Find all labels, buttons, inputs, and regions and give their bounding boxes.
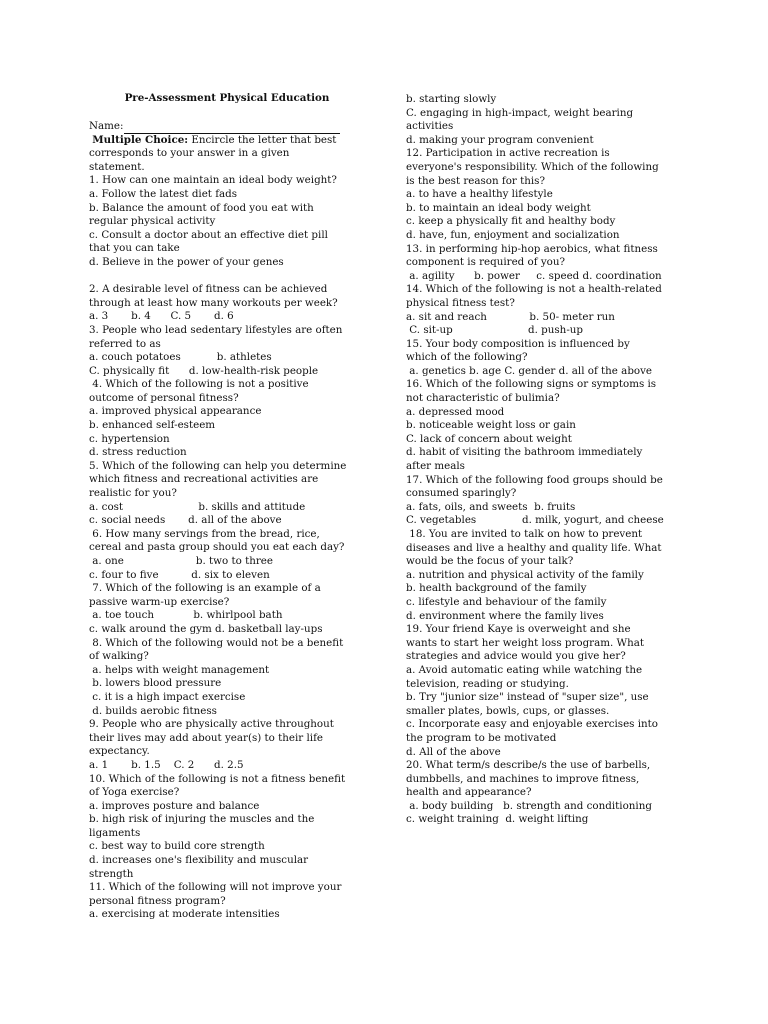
instructions <box>89 134 365 148</box>
text-line: outcome of personal fitness? <box>89 391 239 404</box>
text-line: d. builds aerobic fitness <box>89 704 217 717</box>
text-line: c. walk around the gym d. basketball lay-ups <box>89 622 323 635</box>
text-line: regular physical activity <box>89 215 216 228</box>
text-line: of Yoga exercise? <box>89 786 180 799</box>
text-line: 12. Participation in active recreation is <box>406 147 610 160</box>
text-line: d. All of the above <box>406 745 501 758</box>
text-line: C. sit-up d. push-up <box>406 324 584 337</box>
text-line: 17. Which of the following food groups should be <box>406 473 663 486</box>
text-line: a. fats, oils, and sweets b. fruits <box>406 500 576 513</box>
text-line: b. Try "junior size" instead of "super size", use <box>406 691 649 704</box>
text-line: a. sit and reach b. 50- meter run <box>406 310 615 323</box>
text-line: c. it is a high impact exercise <box>89 690 246 703</box>
text-line: d. increases one's flexibility and muscular <box>89 854 309 867</box>
text-line: 20. What term/s describe/s the use of barbells, <box>406 759 651 772</box>
text-line: a. genetics b. age C. gender d. all of the above <box>406 364 653 377</box>
instructions-line: corresponds to your answer in a given <box>89 147 290 160</box>
text-line: 16. Which of the following signs or symptoms is <box>406 378 657 391</box>
text-line: 13. in performing hip-hop aerobics, what fitness <box>406 242 658 255</box>
text-line: wants to start her weight loss program. What <box>406 636 645 649</box>
text-line: 8. Which of the following would not be a benefit <box>89 636 344 649</box>
text-line: c. lifestyle and behaviour of the family <box>406 595 607 608</box>
text-line: component is required of you? <box>406 256 566 269</box>
text-line: 4. Which of the following is not a positive <box>89 378 309 391</box>
text-line: 2. A desirable level of fitness can be achieved <box>89 283 328 296</box>
text-line: would be the focus of your talk? <box>406 555 574 568</box>
text-line: a. one b. two to three <box>89 555 273 567</box>
left-column <box>89 92 365 922</box>
text-line: dumbbells, and machines to improve fitness, <box>406 772 640 785</box>
text-line: not characteristic of bulimia? <box>406 392 560 405</box>
right-question-list <box>406 93 688 827</box>
text-line: b. noticeable weight loss or gain <box>406 419 576 432</box>
text-line: b. high risk of injuring the muscles and the <box>89 813 315 826</box>
text-line: a. couch potatoes b. athletes <box>89 351 272 364</box>
text-line: c. best way to build core strength <box>89 840 265 853</box>
text-line: strategies and advice would you give her? <box>406 650 626 663</box>
text-line: d. making your program convenient <box>406 133 594 146</box>
text-line: b. enhanced self-esteem <box>89 419 216 432</box>
text-line: c. weight training d. weight lifting <box>406 813 589 826</box>
text-line: expectancy. <box>89 745 150 758</box>
text-line: a. body building b. strength and conditioning <box>406 799 652 812</box>
name-blank-line <box>124 122 340 134</box>
text-line: a. 3 b. 4 C. 5 d. 6 <box>89 310 234 323</box>
text-line: that you can take <box>89 242 180 255</box>
text-line: C. engaging in high-impact, weight bearing <box>406 106 634 119</box>
text-line: d. environment where the family lives <box>406 609 604 622</box>
text-line: c. hypertension <box>89 432 170 445</box>
text-line: a. Avoid automatic eating while watching the <box>406 663 643 676</box>
text-line: 10. Which of the following is not a fitness benefit <box>89 772 346 785</box>
text-line: 1. How can one maintain an ideal body weight? <box>89 174 337 187</box>
page-title: Pre-Assessment Physical Education <box>124 92 330 104</box>
text-line: which fitness and recreational activities are <box>89 473 319 486</box>
text-line: personal fitness program? <box>89 894 226 907</box>
text-line <box>89 270 365 284</box>
text-line: 18. You are invited to talk on how to prevent <box>406 528 643 540</box>
text-line: a. cost b. skills and attitude <box>89 500 306 513</box>
text-line: b. lowers blood pressure <box>89 677 222 690</box>
text-line: d. have, fun, enjoyment and socialization <box>406 228 620 241</box>
text-line: ligaments <box>89 826 141 839</box>
text-line: b. Balance the amount of food you eat with <box>89 201 314 214</box>
text-line: a. improves posture and balance <box>89 799 260 812</box>
text-line: consumed sparingly? <box>406 487 517 500</box>
text-line: of walking? <box>89 650 149 663</box>
text-line: 11. Which of the following will not improve your <box>89 881 342 894</box>
text-line: a. helps with weight management <box>89 663 270 676</box>
text-line: their lives may add about year(s) to their life <box>89 731 323 744</box>
text-line: b. health background of the family <box>406 582 587 595</box>
text-line: b. starting slowly <box>406 93 497 105</box>
text-line: smaller plates, bowls, cups, or glasses. <box>406 704 610 717</box>
text-line: C. physically fit d. low-health-risk people <box>89 364 319 377</box>
text-line: 3. People who lead sedentary lifestyles are often <box>89 323 343 336</box>
text-line: b. to maintain an ideal body weight <box>406 201 591 214</box>
text-line: a. nutrition and physical activity of the family <box>406 568 644 581</box>
text-line: a. 1 b. 1.5 C. 2 d. 2.5 <box>89 758 244 771</box>
text-line: the program to be motivated <box>406 731 557 744</box>
text-line: diseases and live a healthy and quality life. What <box>406 541 662 554</box>
text-line: a. improved physical appearance <box>89 405 262 418</box>
text-line: realistic for you? <box>89 487 177 500</box>
text-line: a. depressed mood <box>406 405 505 418</box>
text-line: 19. Your friend Kaye is overweight and she <box>406 623 631 636</box>
text-line: d. habit of visiting the bathroom immediately <box>406 446 643 459</box>
text-line: through at least how many workouts per week? <box>89 296 338 309</box>
text-line: everyone's responsibility. Which of the following <box>406 160 659 173</box>
text-line: television, reading or studying. <box>406 677 569 690</box>
instructions-label: Multiple Choice: <box>92 133 189 146</box>
text-line: 6. How many servings from the bread, rice, <box>89 527 320 540</box>
text-line: 5. Which of the following can help you determine <box>89 459 347 472</box>
instructions-text: Encircle the letter that best <box>188 133 337 146</box>
text-line: physical fitness test? <box>406 296 515 309</box>
text-line: activities <box>406 120 454 133</box>
text-line: c. Incorporate easy and enjoyable exercises into <box>406 718 658 731</box>
left-question-list <box>89 174 365 922</box>
text-line: c. social needs d. all of the above <box>89 514 282 527</box>
text-line: a. to have a healthy lifestyle <box>406 188 553 201</box>
name-label: Name: <box>89 120 124 132</box>
text-line: 15. Your body composition is influenced by <box>406 337 630 350</box>
text-line: a. agility b. power c. speed d. coordination <box>406 269 662 282</box>
text-line: c. Consult a doctor about an effective diet pill <box>89 228 328 241</box>
text-line: strength <box>89 867 134 880</box>
text-line: C. lack of concern about weight <box>406 432 572 445</box>
text-line: 7. Which of the following is an example of a <box>89 582 321 595</box>
text-line: c. four to five d. six to eleven <box>89 568 270 581</box>
text-line: health and appearance? <box>406 786 532 799</box>
name-field <box>89 120 365 134</box>
right-column <box>406 93 688 827</box>
text-line: 14. Which of the following is not a health-related <box>406 283 662 296</box>
instructions-line: statement. <box>89 160 145 173</box>
text-line: a. exercising at moderate intensities <box>89 908 280 921</box>
text-line: which of the following? <box>406 351 528 364</box>
text-line: is the best reason for this? <box>406 174 545 187</box>
text-line: a. Follow the latest diet fads <box>89 187 238 200</box>
text-line: 9. People who are physically active throughout <box>89 718 334 731</box>
text-line: d. Believe in the power of your genes <box>89 255 284 268</box>
text-line: after meals <box>406 460 465 473</box>
text-line: a. toe touch b. whirlpool bath <box>89 609 283 622</box>
text-line: cereal and pasta group should you eat each day? <box>89 541 345 554</box>
text-line: d. stress reduction <box>89 446 187 459</box>
text-line: referred to as <box>89 337 161 350</box>
text-line: c. keep a physically fit and healthy body <box>406 215 616 228</box>
text-line: passive warm-up exercise? <box>89 595 230 608</box>
text-line: C. vegetables d. milk, yogurt, and cheese <box>406 514 664 527</box>
